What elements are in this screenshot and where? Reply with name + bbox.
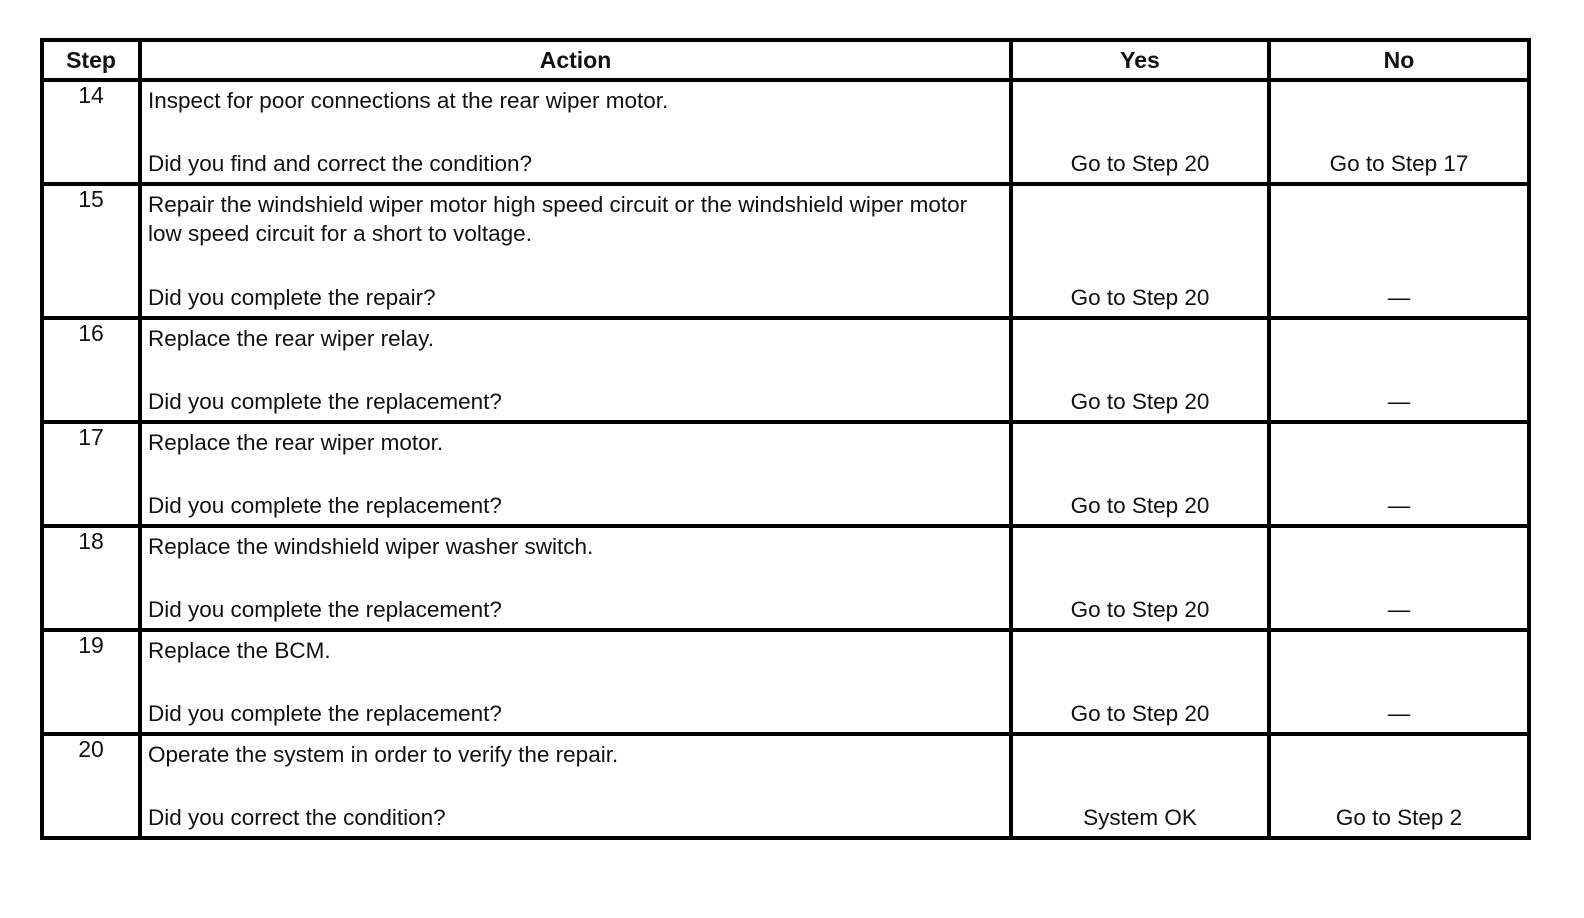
no-cell: [1269, 184, 1529, 318]
action-cell: [140, 184, 1011, 318]
no-result: —: [1387, 493, 1411, 518]
yes-cell: [1011, 318, 1269, 422]
table-row: [42, 318, 1529, 422]
action-instruction: Replace the rear wiper motor.: [148, 430, 444, 455]
table-row: [42, 422, 1529, 526]
table-row: [42, 526, 1529, 630]
action-cell: [140, 422, 1011, 526]
action-instruction: Operate the system in order to verify the repair.: [148, 742, 619, 767]
no-cell: [1269, 630, 1529, 734]
table-row: [42, 80, 1529, 184]
action-question: Did you complete the replacement?: [148, 597, 502, 622]
action-question: Did you correct the condition?: [148, 805, 446, 830]
step-number: 19: [42, 630, 140, 734]
yes-result: Go to Step 20: [1070, 597, 1210, 622]
action-cell: [140, 318, 1011, 422]
no-result: —: [1387, 597, 1411, 622]
no-result: —: [1387, 389, 1411, 414]
action-instruction: Replace the BCM.: [148, 638, 331, 663]
step-number: 16: [42, 318, 140, 422]
header-step: Step: [42, 40, 140, 80]
yes-result: System OK: [1083, 805, 1197, 830]
yes-cell: [1011, 422, 1269, 526]
yes-result: Go to Step 20: [1070, 389, 1210, 414]
yes-cell: [1011, 734, 1269, 838]
yes-cell: [1011, 80, 1269, 184]
action-cell: [140, 80, 1011, 184]
step-number: 14: [42, 80, 140, 184]
action-question: Did you find and correct the condition?: [148, 151, 532, 176]
no-cell: [1269, 318, 1529, 422]
action-question: Did you complete the repair?: [148, 285, 436, 310]
no-cell: [1269, 422, 1529, 526]
no-cell: [1269, 80, 1529, 184]
step-number: 20: [42, 734, 140, 838]
yes-result: Go to Step 20: [1070, 151, 1210, 176]
step-number: 17: [42, 422, 140, 526]
header-no: No: [1269, 40, 1529, 80]
diagnostic-steps-table: [40, 38, 1531, 840]
action-question: Did you complete the replacement?: [148, 493, 502, 518]
no-result: —: [1387, 701, 1411, 726]
action-question: Did you complete the replacement?: [148, 701, 502, 726]
no-result: —: [1387, 285, 1411, 310]
step-number: 18: [42, 526, 140, 630]
yes-result: Go to Step 20: [1070, 493, 1210, 518]
yes-result: Go to Step 20: [1070, 285, 1210, 310]
no-cell: [1269, 526, 1529, 630]
yes-cell: [1011, 184, 1269, 318]
action-question: Did you complete the replacement?: [148, 389, 502, 414]
no-result: Go to Step 2: [1335, 805, 1463, 830]
header-action: Action: [140, 40, 1011, 80]
action-cell: [140, 734, 1011, 838]
no-result: Go to Step 17: [1329, 151, 1469, 176]
action-cell: [140, 630, 1011, 734]
yes-cell: [1011, 630, 1269, 734]
table-header-row: [42, 40, 1529, 80]
action-instruction: Inspect for poor connections at the rear wiper motor.: [148, 88, 669, 113]
action-cell: [140, 526, 1011, 630]
table-row: [42, 184, 1529, 318]
table-row: [42, 734, 1529, 838]
action-instruction: Repair the windshield wiper motor high speed circuit or the windshield wiper motor low speed circuit for a short to voltage.: [148, 192, 968, 246]
yes-cell: [1011, 526, 1269, 630]
table-row: [42, 630, 1529, 734]
yes-result: Go to Step 20: [1070, 701, 1210, 726]
action-instruction: Replace the windshield wiper washer switch.: [148, 534, 594, 559]
action-instruction: Replace the rear wiper relay.: [148, 326, 434, 351]
header-yes: Yes: [1011, 40, 1269, 80]
step-number: 15: [42, 184, 140, 318]
no-cell: [1269, 734, 1529, 838]
